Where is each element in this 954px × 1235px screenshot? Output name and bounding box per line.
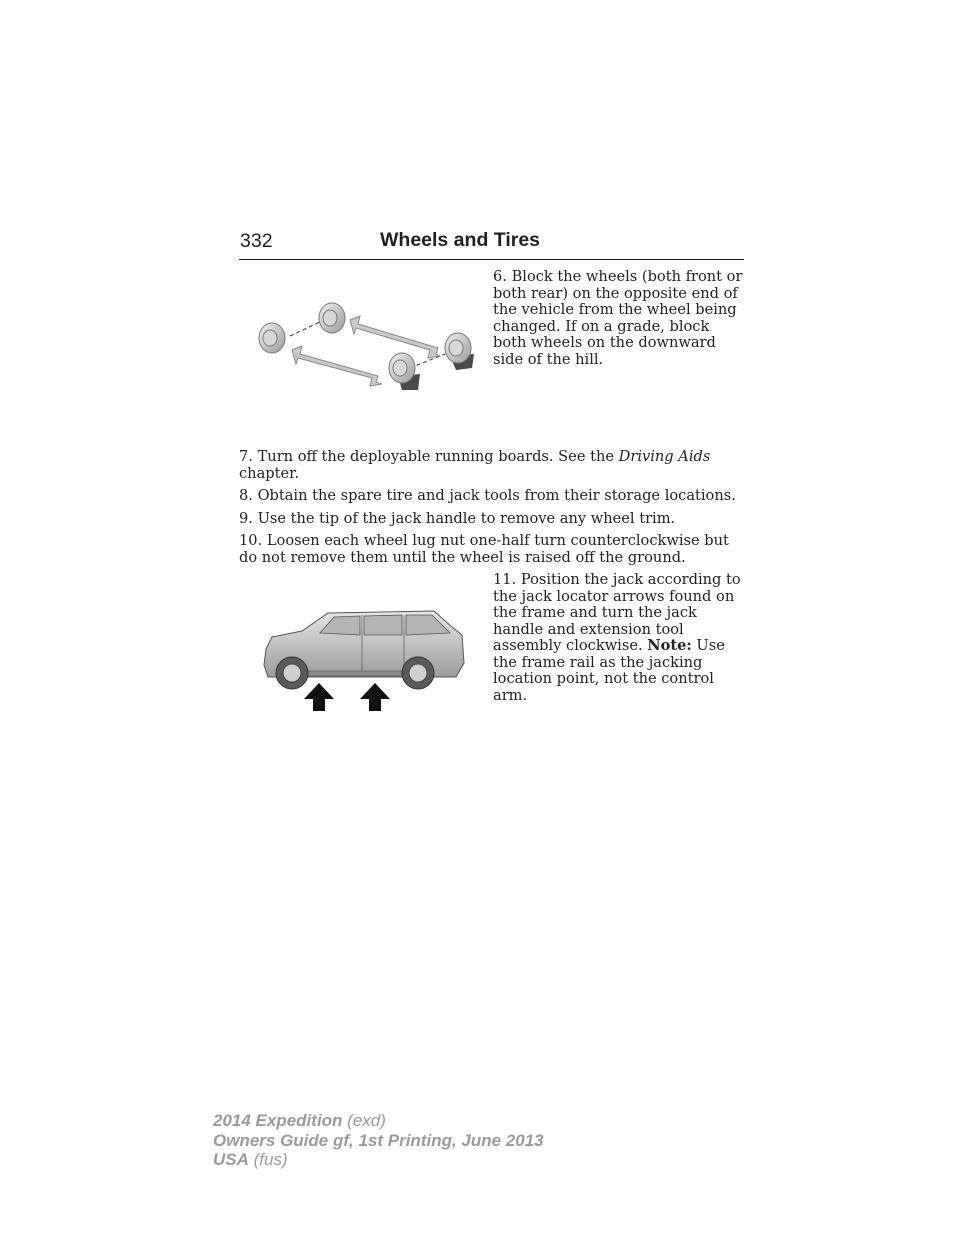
step-6: 6. Block the wheels (both front or both rear) on the opposite end of the vehicle from the wheel being changed. If on a grade, block both wheels on the downward side of the hill.: [493, 268, 743, 368]
step-10: 10. Loosen each wheel lug nut one-half turn counterclockwise but do not remove them until the wheel is raised off the ground.: [239, 532, 729, 566]
driving-aids-reference: Driving Aids: [618, 448, 711, 465]
footer-market-line: USA (fus): [213, 1150, 288, 1169]
page-number: 332: [240, 230, 273, 252]
tire-icon: [389, 353, 420, 390]
tire-icon: [445, 333, 474, 370]
tire-icon: [259, 323, 285, 353]
tire-icon: [319, 303, 345, 333]
jack-point-arrow-icon: [360, 683, 390, 711]
footer-model-line: 2014 Expedition (exd): [213, 1111, 386, 1130]
jack-point-arrow-icon: [304, 683, 334, 711]
document-footer: [213, 1111, 544, 1170]
wheel-block-illustration: [250, 296, 480, 396]
step-11: 11. Position the jack according to the jack locator arrows found on the frame and turn the jack handle and extension tool assembly clockwise. Note: Use the frame rail as the jacking location point, not the control arm.: [493, 571, 741, 704]
section-title: Wheels and Tires: [380, 229, 541, 251]
step-8: 8. Obtain the spare tire and jack tools from their storage locations.: [239, 487, 736, 504]
page-header: [239, 228, 744, 260]
step-9: 9. Use the tip of the jack handle to remove any wheel trim.: [239, 510, 676, 527]
note-label: Note:: [647, 637, 692, 654]
vehicle-jack-points-illustration: [262, 605, 467, 713]
footer-guide-line: Owners Guide gf, 1st Printing, June 2013: [213, 1130, 544, 1150]
suv-icon: [264, 611, 464, 689]
step-7: 7. Turn off the deployable running boards. See the Driving Aids chapter.: [239, 448, 711, 482]
